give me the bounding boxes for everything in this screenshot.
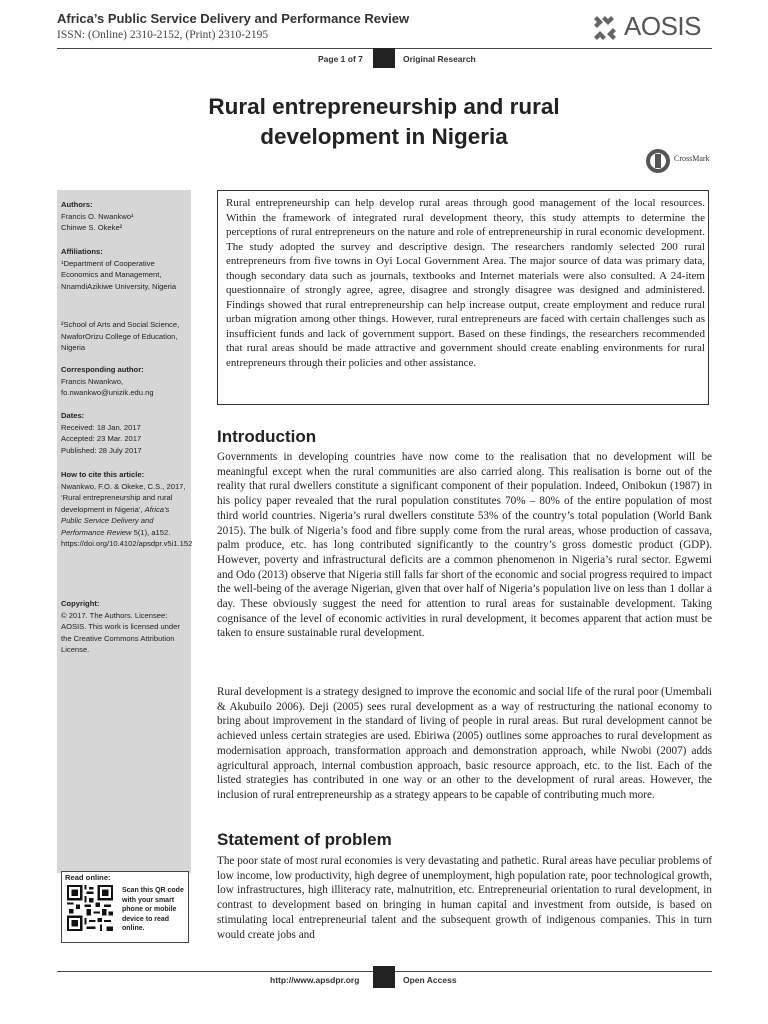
author-1: Francis O. Nwankwo¹: [61, 211, 134, 221]
date-accepted: Accepted: 23 Mar. 2017: [61, 434, 142, 443]
date-received: Received: 18 Jan. 2017: [61, 422, 141, 432]
copyright-block: [61, 598, 191, 656]
crossmark-label: CrossMark: [674, 154, 710, 163]
open-access-label: Open Access: [403, 975, 457, 985]
author-2: Chinwe S. Okeke²: [61, 223, 123, 232]
corresponding-name: Francis Nwankwo,: [61, 376, 124, 386]
publisher-name: AOSIS: [624, 11, 701, 41]
page-number: Page 1 of 7: [318, 54, 363, 64]
footer-marker: [373, 966, 395, 988]
introduction-paragraph-2: Rural development is a strategy designed to improve the economic and social life of the rural poor (Umembali & Akubuilo 2006). Deji (2005) sees rural development as a way of restructuring the national economy to bring about improvement in the standard of living of people in rural areas. But rural development cannot be achieved unless certain strategies are used. Ebiriwa (2005) outlines some approaches to rural development as modernisation approach, transformation approach and demonstration approach, while Nwobi (2007) adds agricultural approach, internal combustion approach, basic resource approach, etc. to the list. Each of the listed strategies has contributed in one way or an other to the development of rural areas. However, the inclusion of rural entrepreneurship as a strategy appears to be capable of contributing much more.: [217, 686, 712, 801]
copyright-label: Copyright:: [61, 599, 100, 608]
read-online-label: Read online:: [65, 873, 111, 882]
qr-instructions: Scan this QR code with your smart phone or mobile device to read online.: [122, 887, 184, 932]
introduction-paragraph-1: Governments in developing countries have now come to the realisation that no development will be meaningful except when the rural communities are also carried along. This realisation is borne out of the reality that rural dwellers constitute a significant component of their population. Indeed, Onibokun (1987) in his policy paper revealed that the rural population constitutes 70% – 80% of the entire population of most third world countries. Nigeria’s rural dwellers constitute 53% of the country’s total population (World Bank 2015). The bulk of Nigeria’s food and fibre supply come from the rural areas, whose production of cassava, palm produce, etc. has long contributed significantly to the country’s gross domestic product (GDP). However, poverty and infrastructural deficits are a common phenomenon in Nigeria’s rural sector. Egwemi and Odo (2013) observe that Nigeria still falls far short of the economic and social progress required to impact the well-being of the average Nigerian, given that over half of Nigeria’s population live on less than 1 dollar a day. These obviously suggest the need for attention to rural areas for sustainable development. Taking cognisance of the level of economic activities in rural development, it becomes apparent that action must be taken to ensure sustainable rural development.: [217, 451, 712, 640]
citation-block: [61, 469, 191, 550]
abstract-text: Rural entrepreneurship can help develop rural areas through good management of the local resources. Within the framework of integrated rural development theory, this study attempts to determine the perceptions of rural entrepreneurs on the nature and role of entrepreneurship in rural economic development. The study adopted the survey and descriptive design. The researchers randomly selected 200 rural entrepreneurs from five towns in Oyi Local Government Area. The major source of data was primary data, though secondary data such as journals, textbooks and Internet materials were also consulted. A 24-item questionnaire of strongly agree, agree, disagree and strongly disagree was designed and administered. Findings showed that rural entrepreneurship can help increase output, create employment and reduce rural urban migration among other things. However, rural entrepreneurs are faced with certain challenges such as insufficient funds and lack of government support. Based on these findings, the researchers recommended that rural areas should be made attractive and government should create enabling environments for rural entrepreneurs through their policies and other assistance.: [226, 197, 705, 370]
cite-label: How to cite this article:: [61, 470, 145, 479]
statement-of-problem-heading: Statement of problem: [217, 830, 392, 849]
affiliations-block: [61, 246, 191, 292]
authors-block: [61, 199, 191, 234]
dates-label: Dates:: [61, 411, 85, 420]
header-marker: [373, 48, 395, 68]
problem-paragraph-1: The poor state of most rural economies is very devastating and pathetic. Rural areas have peculiar problems of low income, low productivity, high degree of unemployment, high population rate, poor technological growth, low infrastructures, high illiteracy rate, malnutrition, etc. Entrepreneurial orientation to rural development, in contrast to development based on bringing in human capital and investment from outside, is based on stimulating local entrepreneurial talent and the subsequent growth of indigenous companies. This in turn would create jobs and: [217, 855, 712, 941]
date-published: Published: 28 July 2017: [61, 445, 142, 455]
corresponding-author-block: [61, 364, 191, 399]
journal-title: Africa’s Public Service Delivery and Performance Review: [57, 11, 410, 26]
affiliation-1: ¹Department of Cooperative Economics and Management, NnamdiAzikiwe University, Nigeria: [61, 258, 177, 291]
issn: ISSN: (Online) 2310-2152, (Print) 2310-2195: [57, 29, 269, 41]
affiliation-2: ²School of Arts and Social Science, NwaforOrizu College of Education, Nigeria: [61, 320, 180, 352]
corresponding-email[interactable]: fo.nwankwo@unizik.edu.ng: [61, 388, 154, 397]
affiliations-label: Affiliations:: [61, 247, 103, 256]
cite-text: Nwankwo, F.O. & Okeke, C.S., 2017, ‘Rural entrepreneurship and rural development in Nigeria’,: [61, 481, 186, 514]
authors-label: Authors:: [61, 200, 93, 209]
introduction-heading: Introduction: [217, 427, 317, 446]
cite-journal: Africa’s Public Service Delivery and Performance Review: [61, 504, 170, 537]
cite-doi[interactable]: 5(1), a152. https://doi.org/10.4102/apsdpr.v5i1.152: [61, 527, 193, 548]
article-title: Rural entrepreneurship and rural development in Nigeria: [208, 94, 560, 149]
dates-block: [61, 410, 191, 456]
qr-code-icon[interactable]: [67, 885, 113, 931]
copyright-text: © 2017. The Authors. Licensee: AOSIS. This work is licensed under the Creative Commons Attribution License.: [61, 610, 180, 654]
corresponding-label: Corresponding author:: [61, 365, 144, 374]
journal-url-link[interactable]: http://www.apsdpr.org: [270, 975, 360, 985]
article-type: Original Research: [403, 54, 476, 64]
